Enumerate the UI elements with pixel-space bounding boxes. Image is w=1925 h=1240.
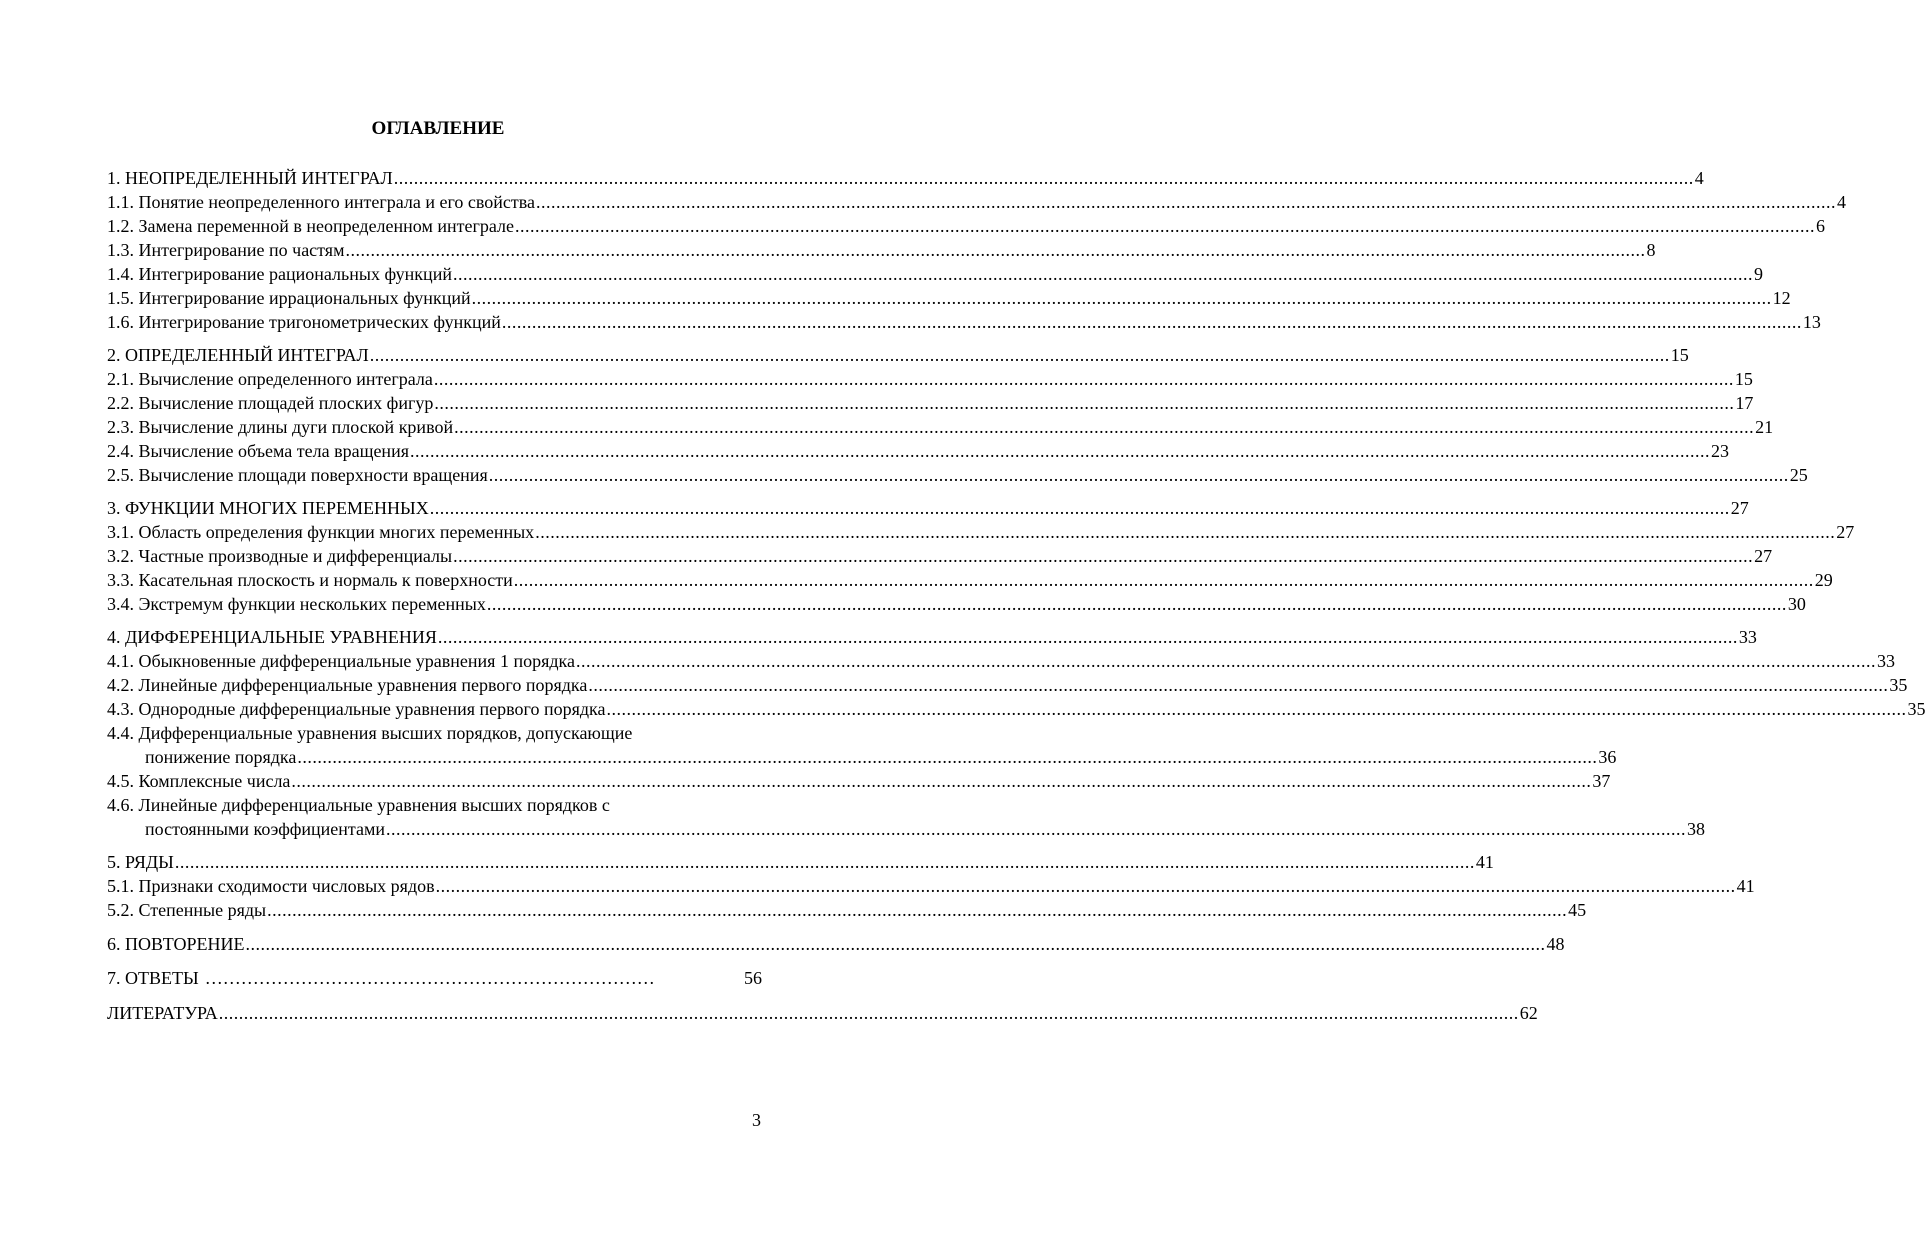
toc-entry-label: 1.4. Интегрирование рациональных функций — [107, 264, 452, 284]
toc-entry-page: 33 — [1738, 627, 1757, 647]
dot-leader: .................................................................................................................................................................................................................................................................... — [486, 594, 1787, 614]
toc-chapter-6[interactable] — [107, 932, 1565, 956]
dot-leader: .................................................................................................................................................................................................................................................................... — [488, 465, 1789, 485]
toc-entry-page: 33 — [1877, 651, 1895, 671]
toc-entry-label: 4.2. Линейные дифференциальные уравнения первого порядка — [107, 675, 588, 695]
toc-entry-label: 2. ОПРЕДЕЛЕННЫЙ ИНТЕГРАЛ — [107, 345, 369, 365]
toc-entry-label: 3.3. Касательная плоскость и нормаль к поверхности — [107, 570, 513, 590]
dot-leader: .................................................................................................................................................................................................................................................................... — [291, 771, 1592, 791]
toc-entry-label: 3.2. Частные производные и дифференциалы — [107, 546, 453, 566]
toc-section-1-2[interactable] — [107, 214, 1825, 238]
toc-entry-page: 37 — [1592, 771, 1611, 791]
toc-entry-page: 27 — [1730, 498, 1749, 518]
dot-leader: .................................................................................................................................................................................................................................................................... — [453, 546, 1754, 566]
toc-entry-page: 35 — [1889, 675, 1908, 695]
toc-entry-page: 4 — [1837, 192, 1847, 212]
page-number: 3 — [752, 1110, 761, 1130]
toc-entry-label: 2.3. Вычисление длины дуги плоской кривой — [107, 417, 454, 437]
toc-section-4-2[interactable] — [107, 673, 1908, 697]
toc-entry-page: 4 — [1694, 168, 1704, 188]
toc-chapter-1[interactable] — [107, 166, 1704, 190]
toc-title: ОГЛАВЛЕНИЕ — [371, 118, 505, 139]
dot-leader: .................................................................................................................................................................................................................................................................... — [433, 369, 1734, 389]
dot-leader: .................................................................................................................................................................................................................................................................... — [369, 345, 1670, 365]
toc-section-1-1[interactable] — [107, 190, 1847, 214]
dot-leader: .................................................................................................................................................................................................................................................................... — [536, 192, 1837, 212]
toc-chapter-5[interactable] — [107, 850, 1494, 874]
dot-leader: .................................................................................................................................................................................................................................................................... — [471, 288, 1772, 308]
toc-entry-label: 4.3. Однородные дифференциальные уравнения первого порядка — [107, 699, 606, 719]
toc-entry-page: 21 — [1755, 417, 1774, 437]
toc-entry-label: 2.1. Вычисление определенного интеграла — [107, 369, 433, 389]
toc-entry-label: 1.6. Интегрирование тригонометрических функций — [107, 312, 501, 332]
toc-entry-page: 25 — [1789, 465, 1808, 485]
toc-entry-page: 38 — [1687, 819, 1706, 839]
toc-section-2-4[interactable] — [107, 439, 1729, 463]
toc-entry-continuation — [107, 817, 1706, 841]
dot-leader: .................................................................................................................................................................................................................................................................... — [218, 1003, 1519, 1023]
dot-leader: .................................................................................................................................................................................................................................................................... — [576, 651, 1876, 671]
toc-entry-label: 3.4. Экстремум функции нескольких переменных — [107, 594, 486, 614]
toc-entry-label-continued: постоянными коэффициентами — [145, 819, 386, 839]
toc-entry-label: 4.4. Дифференциальные уравнения высших порядков, допускающие — [107, 723, 633, 743]
toc-chapter-2[interactable] — [107, 343, 1689, 367]
dot-leader: .................................................................................................................................................................................................................................................................... — [513, 570, 1814, 590]
toc-entry-label: 1. НЕОПРЕДЕЛЕННЫЙ ИНТЕГРАЛ — [107, 168, 393, 188]
toc-entry-page: 41 — [1736, 876, 1755, 896]
toc-entry-label: 1.1. Понятие неопределенного интеграла и его свойства — [107, 192, 536, 212]
toc-section-2-2[interactable] — [107, 391, 1754, 415]
toc-entry-label: 2.2. Вычисление площадей плоских фигур — [107, 393, 434, 413]
toc-entry-page: 9 — [1753, 264, 1763, 284]
toc-chapter-4[interactable] — [107, 625, 1757, 649]
toc-entry-page: 27 — [1754, 546, 1773, 566]
toc-entry-label: 5. РЯДЫ — [107, 852, 174, 872]
toc-section-1-3[interactable] — [107, 238, 1656, 262]
toc-entry-page: 8 — [1646, 240, 1656, 260]
dot-leader: .................................................................................................................................................................................................................................................................... — [501, 312, 1802, 332]
toc-entry-page: 17 — [1735, 393, 1754, 413]
toc-chapter-7[interactable] — [107, 966, 768, 990]
dot-leader: .................................................................................................................................................................................................................................................................... — [429, 498, 1730, 518]
toc-entry-page: 35 — [1907, 699, 1925, 719]
toc-section-2-1[interactable] — [107, 367, 1753, 391]
toc-section-1-4[interactable] — [107, 262, 1763, 286]
dot-leader: .................................................................................................................................................................................................................................................................... — [174, 852, 1475, 872]
toc-section-5-1[interactable] — [107, 874, 1755, 898]
toc-section-3-3[interactable] — [107, 568, 1833, 592]
toc-entry-page: 36 — [1598, 747, 1617, 767]
toc-entry-label: 7. ОТВЕТЫ — [107, 968, 199, 988]
toc-entry-label: 2.4. Вычисление объема тела вращения — [107, 441, 409, 461]
toc-entry-page: 12 — [1772, 288, 1791, 308]
table-of-contents — [107, 166, 1925, 1025]
toc-entry-label: 1.2. Замена переменной в неопределенном интеграле — [107, 216, 514, 236]
toc-entry-page: 15 — [1734, 369, 1753, 389]
toc-section-5-2[interactable] — [107, 898, 1587, 922]
dot-leader: .................................................................................................................................................................................................................................................................... — [409, 441, 1710, 461]
dot-leader: .................................................................................................................................................................................................................................................................... — [437, 627, 1738, 647]
dot-leader: .................................................................................................................................................................................................................................................................... — [452, 264, 1753, 284]
toc-entry-page: 41 — [1475, 852, 1494, 872]
toc-section-2-5[interactable] — [107, 463, 1808, 487]
toc-section-4-4[interactable] — [107, 721, 1617, 769]
toc-section-3-1[interactable] — [107, 520, 1855, 544]
toc-entry-label: 3. ФУНКЦИИ МНОГИХ ПЕРЕМЕННЫХ — [107, 498, 429, 518]
toc-section-4-5[interactable] — [107, 769, 1611, 793]
toc-section-2-3[interactable] — [107, 415, 1774, 439]
toc-entry-label: 1.3. Интегрирование по частям — [107, 240, 345, 260]
dot-leader: .................................................................................................................................................................................................................................................................... — [435, 876, 1736, 896]
toc-entry-page: 56 — [744, 968, 762, 988]
toc-entry-page: 6 — [1815, 216, 1825, 236]
dot-leader: .................................................................................................................................................................................................................................................................... — [345, 240, 1646, 260]
toc-literature[interactable] — [107, 1001, 1538, 1025]
toc-entry-label: 4.5. Комплексные числа — [107, 771, 291, 791]
toc-section-1-6[interactable] — [107, 310, 1821, 334]
toc-section-4-6[interactable] — [107, 793, 1706, 841]
toc-entry-page: 15 — [1670, 345, 1689, 365]
toc-entry-page: 23 — [1710, 441, 1729, 461]
dot-leader: .................................................................................................................................................................................................................................................................... — [588, 675, 1889, 695]
toc-entry-label: ЛИТЕРАТУРА — [107, 1003, 218, 1023]
toc-section-3-2[interactable] — [107, 544, 1773, 568]
toc-entry-page: 27 — [1836, 522, 1855, 542]
toc-entry-page: 62 — [1519, 1003, 1538, 1023]
toc-entry-label-continued: понижение порядка — [145, 747, 297, 767]
toc-entry-label: 4.1. Обыкновенные дифференциальные уравнения 1 порядка — [107, 651, 575, 671]
dot-leader: .................................................................................................................................................................................................................................................................... — [454, 417, 1755, 437]
dot-leader: .................................................................................................................................................................................................................................................................... — [535, 522, 1836, 542]
toc-entry-continuation — [107, 745, 1617, 769]
toc-entry-label: 3.1. Область определения функции многих переменных — [107, 522, 535, 542]
dot-leader: .................................................................................................................................................................................................................................................................... — [386, 819, 1687, 839]
toc-entry-label: 4.6. Линейные дифференциальные уравнения высших порядков с — [107, 795, 610, 815]
toc-section-1-5[interactable] — [107, 286, 1791, 310]
dot-leader: .................................................................................................................................................................................................................................................................... — [393, 168, 1694, 188]
toc-entry-label: 6. ПОВТОРЕНИЕ — [107, 934, 245, 954]
ellipsis-leader: ………………………………………………………………… — [204, 968, 655, 988]
toc-entry-page: 13 — [1802, 312, 1821, 332]
toc-section-4-3[interactable] — [107, 697, 1925, 721]
toc-entry-label: 5.1. Признаки сходимости числовых рядов — [107, 876, 435, 896]
dot-leader: .................................................................................................................................................................................................................................................................... — [514, 216, 1815, 236]
toc-entry-page: 48 — [1546, 934, 1565, 954]
toc-entry-label: 5.2. Степенные ряды — [107, 900, 267, 920]
toc-entry-page: 45 — [1568, 900, 1587, 920]
toc-section-4-1[interactable] — [107, 649, 1895, 673]
dot-leader: .................................................................................................................................................................................................................................................................... — [297, 747, 1598, 767]
dot-leader: .................................................................................................................................................................................................................................................................... — [245, 934, 1546, 954]
dot-leader: .................................................................................................................................................................................................................................................................... — [267, 900, 1568, 920]
toc-entry-page: 30 — [1787, 594, 1806, 614]
dot-leader: .................................................................................................................................................................................................................................................................... — [434, 393, 1735, 413]
toc-chapter-3[interactable] — [107, 496, 1749, 520]
dot-leader: .................................................................................................................................................................................................................................................................... — [606, 699, 1907, 719]
toc-entry-label: 1.5. Интегрирование иррациональных функций — [107, 288, 471, 308]
toc-section-3-4[interactable] — [107, 592, 1806, 616]
toc-entry-label: 4. ДИФФЕРЕНЦИАЛЬНЫЕ УРАВНЕНИЯ — [107, 627, 437, 647]
toc-entry-page: 29 — [1814, 570, 1833, 590]
toc-entry-label: 2.5. Вычисление площади поверхности вращения — [107, 465, 488, 485]
